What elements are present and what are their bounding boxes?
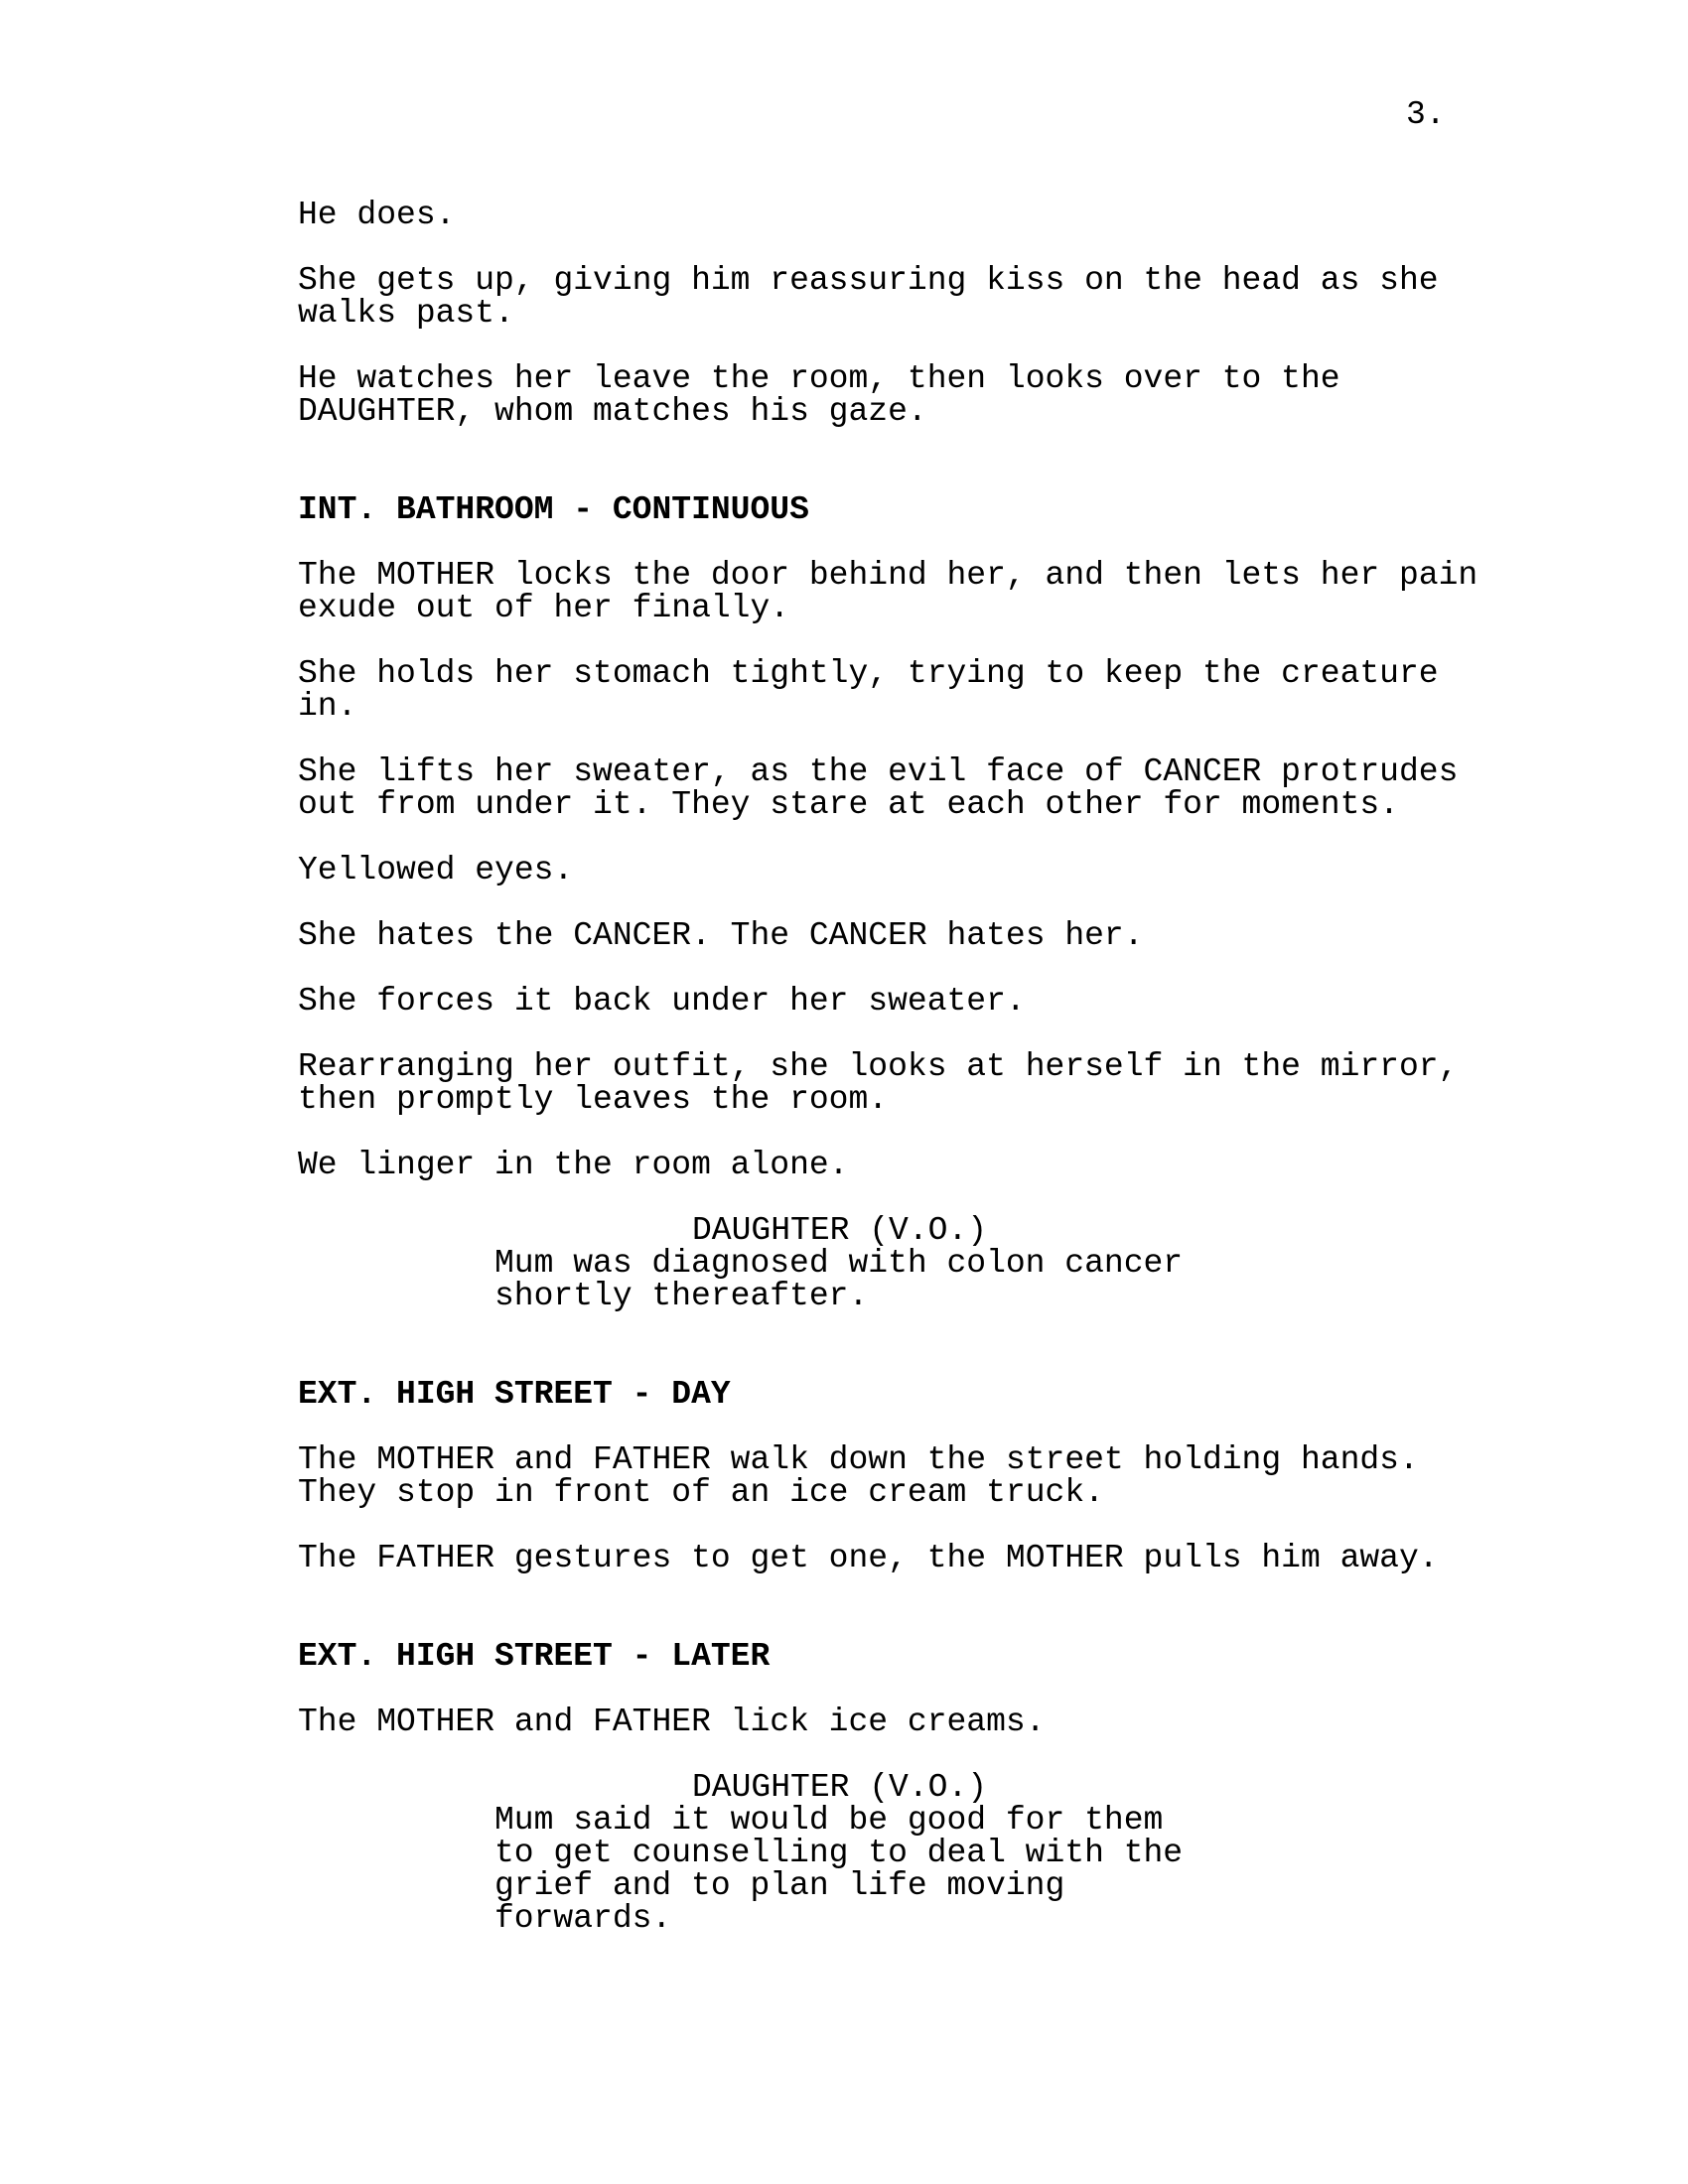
scene-heading: EXT. HIGH STREET - DAY bbox=[298, 1376, 731, 1413]
action-line: She holds her stomach tightly, trying to keep the creature in. bbox=[298, 655, 1439, 725]
action-line: He does. bbox=[298, 197, 456, 233]
action-line: The MOTHER and FATHER walk down the street holding hands. They stop in front of an ice cream truck. bbox=[298, 1441, 1419, 1511]
action-line: He watches her leave the room, then looks over to the DAUGHTER, whom matches his gaze. bbox=[298, 360, 1340, 430]
scene-heading: EXT. HIGH STREET - LATER bbox=[298, 1638, 771, 1675]
dialogue-text: Mum was diagnosed with colon cancer shortly thereafter. bbox=[494, 1245, 1184, 1314]
page-number: 3. bbox=[1406, 96, 1446, 133]
action-line: She hates the CANCER. The CANCER hates her. bbox=[298, 917, 1144, 954]
action-line: Yellowed eyes. bbox=[298, 852, 574, 888]
action-line: The MOTHER and FATHER lick ice creams. bbox=[298, 1704, 1046, 1740]
dialogue-block bbox=[298, 1214, 1489, 1312]
action-line: She lifts her sweater, as the evil face of CANCER protrudes out from under it. They stare at each other for moments. bbox=[298, 753, 1459, 823]
scene-heading: INT. BATHROOM - CONTINUOUS bbox=[298, 491, 809, 528]
action-line: The MOTHER locks the door behind her, and then lets her pain exude out of her finally. bbox=[298, 557, 1478, 626]
action-line: She forces it back under her sweater. bbox=[298, 983, 1026, 1020]
action-line: We linger in the room alone. bbox=[298, 1147, 849, 1183]
dialogue-text: Mum said it would be good for them to get counselling to deal with the grief and to plan life moving forwards. bbox=[494, 1802, 1184, 1937]
character-name: DAUGHTER (V.O.) bbox=[692, 1212, 988, 1249]
screenplay-body bbox=[298, 199, 1489, 1968]
action-line: She gets up, giving him reassuring kiss on the head as she walks past. bbox=[298, 262, 1439, 332]
character-name: DAUGHTER (V.O.) bbox=[692, 1769, 988, 1806]
action-line: Rearranging her outfit, she looks at herself in the mirror, then promptly leaves the room. bbox=[298, 1048, 1459, 1118]
action-line: The FATHER gestures to get one, the MOTHER pulls him away. bbox=[298, 1540, 1439, 1576]
dialogue-block bbox=[298, 1771, 1489, 1935]
